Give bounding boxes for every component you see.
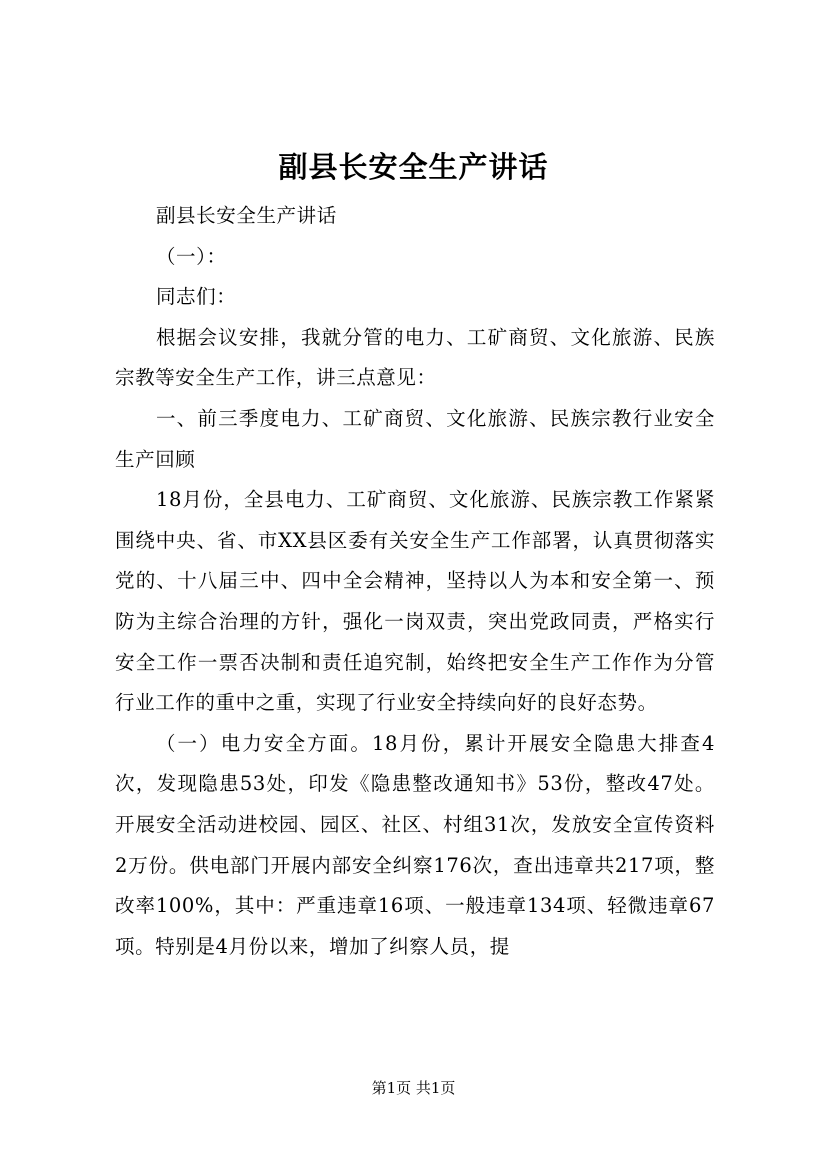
paragraph-salutation: 同志们： — [155, 285, 237, 309]
page-footer: 第1页 共1页 — [371, 1079, 456, 1097]
document-body — [115, 196, 715, 967]
paragraph-heading-review: 一、前三季度电力、工矿商贸、文化旅游、民族宗教行业安全生产回顾 — [115, 406, 715, 471]
paragraph-summary: 18月份，全县电力、工矿商贸、文化旅游、民族宗教工作紧紧围绕中央、省、市XX县区委有关安全生产工作部署，认真贯彻落实党的、十八届三中、四中全会精神，坚持以人为本和安全第一、预防为主综合治理的方针，强化一岗双责，突出党政同责，严格实行安全工作一票否决制和责任追究制，始终把安全生产工作作为分管行业工作的重中之重，实现了行业安全持续向好的良好态势。 — [115, 488, 715, 715]
paragraph-power-safety: （一）电力安全方面。18月份，累计开展安全隐患大排查4次，发现隐患53处，印发《隐患整改通知书》53份，整改47处。开展安全活动进校园、园区、社区、村组31次，发放安全宣传资料2万份。供电部门开展内部安全纠察176次，查出违章共217项，整改率100%，其中：严重违章16项、一般违章134项、轻微违章67项。特别是4月份以来，增加了纠察人员，提 — [115, 731, 715, 958]
paragraph-subtitle: 副县长安全生产讲话 — [155, 204, 337, 227]
document-title: 副县长安全生产讲话 — [278, 150, 549, 184]
paragraph-section-marker: （一）： — [155, 244, 227, 268]
paragraph-intro: 根据会议安排，我就分管的电力、工矿商贸、文化旅游、民族宗教等安全生产工作，讲三点意见： — [115, 325, 715, 390]
